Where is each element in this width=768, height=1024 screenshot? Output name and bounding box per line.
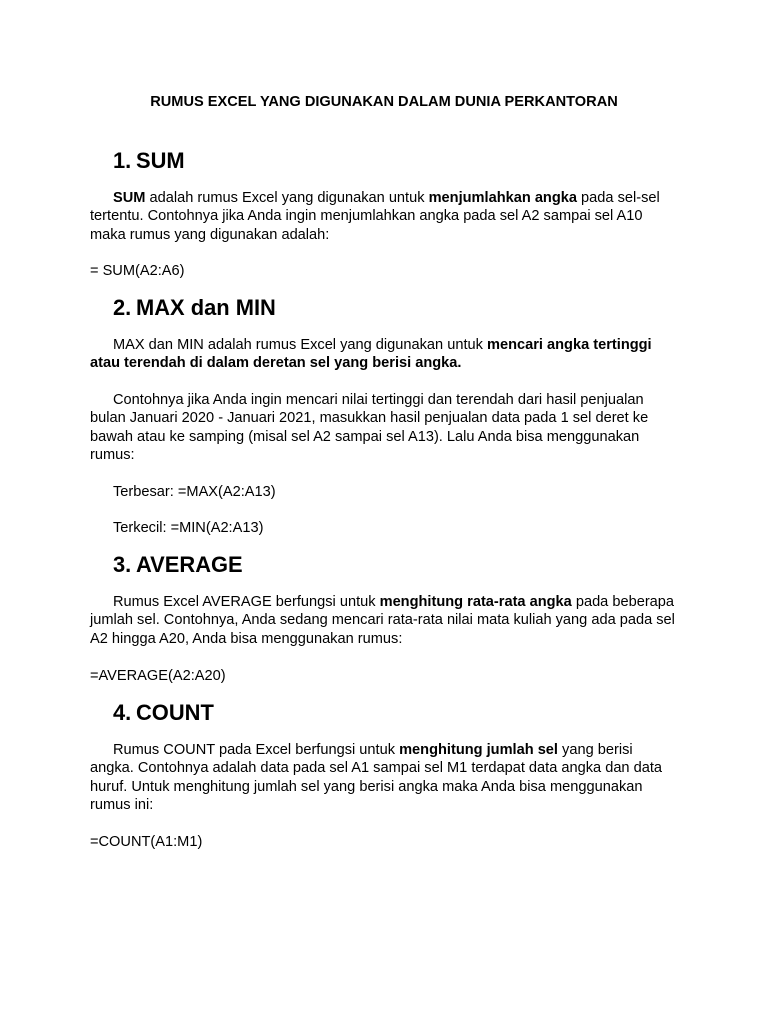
section-heading-count: [113, 700, 214, 725]
section-title: COUNT: [136, 700, 214, 725]
bold-text: menjumlahkan angka: [428, 190, 577, 206]
text: pada sel-sel tertentu. Contohnya jika Anda ingin menjumlahkan angka pada sel A2 sampai sel A10 maka rumus yang digunakan adalah:: [90, 190, 660, 243]
bold-text: menghitung rata-rata angka: [379, 594, 572, 610]
bold-text: menghitung jumlah sel: [399, 742, 558, 758]
average-description: [90, 593, 680, 648]
section-heading-average: [113, 552, 243, 577]
text: yang berisi angka. Contohnya adalah data pada sel A1 sampai sel M1 terdapat data angka dan data huruf. Untuk menghitung jumlah sel yang berisi angka maka Anda bisa menggunakan rumus ini:: [90, 742, 663, 814]
sum-description: [90, 189, 680, 244]
text: pada beberapa jumlah sel. Contohnya, Anda sedang mencari rata-rata nilai mata kuliah yang ada pada sel A2 hingga A20, Anda bisa menggunakan rumus:: [90, 594, 675, 647]
max-min-example: Contohnya jika Anda ingin mencari nilai tertinggi dan terendah dari hasil penjualan bulan Januari 2020 - Januari 2021, masukkan hasil penjualan data pada 1 sel deret ke bawah atau ke samping (misal sel A2 sampai sel A13). Lalu Anda bisa menggunakan rumus:: [90, 392, 649, 464]
count-formula: =COUNT(A1:M1): [90, 834, 203, 850]
section-number: 3.: [113, 552, 132, 577]
section-heading-max-min: [113, 295, 276, 320]
section-title: SUM: [136, 148, 185, 173]
text: MAX dan MIN adalah rumus Excel yang digunakan untuk: [113, 337, 487, 353]
document-title: RUMUS EXCEL YANG DIGUNAKAN DALAM DUNIA PERKANTORAN: [150, 94, 618, 110]
section-heading-sum: [113, 148, 185, 173]
count-description: [90, 741, 680, 815]
average-formula: =AVERAGE(A2:A20): [90, 668, 226, 684]
section-number: 4.: [113, 700, 132, 725]
max-min-description: [90, 336, 680, 373]
bold-text: mencari angka tertinggi atau terendah di dalam deretan sel yang berisi angka.: [90, 337, 652, 372]
max-formula: Terbesar: =MAX(A2:A13): [113, 484, 276, 500]
section-title: AVERAGE: [136, 552, 243, 577]
text: Rumus Excel AVERAGE berfungsi untuk: [113, 594, 380, 610]
text: Rumus COUNT pada Excel berfungsi untuk: [113, 742, 400, 758]
min-formula: Terkecil: =MIN(A2:A13): [113, 520, 264, 536]
section-number: 2.: [113, 295, 132, 320]
bold-text: SUM: [113, 190, 146, 206]
section-number: 1.: [113, 148, 132, 173]
sum-formula: = SUM(A2:A6): [90, 263, 185, 279]
section-title: MAX dan MIN: [136, 295, 276, 320]
text: adalah rumus Excel yang digunakan untuk: [145, 190, 429, 206]
